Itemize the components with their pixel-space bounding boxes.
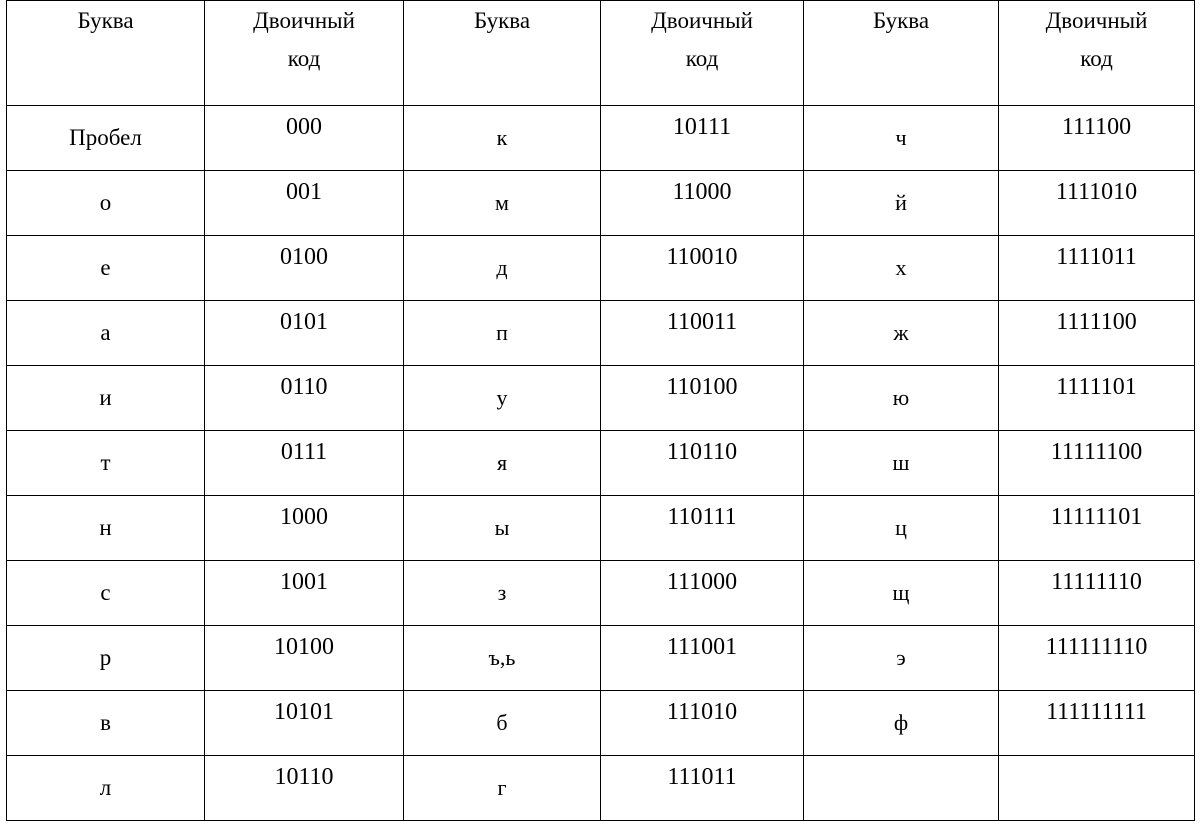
binary-code-cell: 1000 — [205, 496, 404, 561]
binary-code-cell: 10111 — [601, 106, 804, 171]
letter-cell: ф — [804, 691, 999, 756]
header-code-3: Двоичный код — [999, 1, 1195, 106]
binary-code-cell: 111111110 — [999, 626, 1195, 691]
binary-code-cell: 111001 — [601, 626, 804, 691]
binary-code-cell: 110111 — [601, 496, 804, 561]
letter-cell: м — [404, 171, 601, 236]
binary-code-cell: 0111 — [205, 431, 404, 496]
letter-cell: н — [7, 496, 205, 561]
letter-cell: р — [7, 626, 205, 691]
letter-cell: ч — [804, 106, 999, 171]
letter-cell: и — [7, 366, 205, 431]
binary-code-cell: 11111101 — [999, 496, 1195, 561]
table-row — [7, 236, 1195, 301]
binary-code-cell: 11000 — [601, 171, 804, 236]
letter-cell: д — [404, 236, 601, 301]
letter-cell: э — [804, 626, 999, 691]
binary-code-cell: 110011 — [601, 301, 804, 366]
letter-cell: ы — [404, 496, 601, 561]
table-row — [7, 366, 1195, 431]
letter-cell: о — [7, 171, 205, 236]
letter-cell: б — [404, 691, 601, 756]
table-row — [7, 301, 1195, 366]
letter-cell: ъ,ь — [404, 626, 601, 691]
table-row — [7, 496, 1195, 561]
letter-cell — [804, 756, 999, 821]
binary-code-cell: 10100 — [205, 626, 404, 691]
binary-code-cell: 0110 — [205, 366, 404, 431]
binary-code-cell: 0101 — [205, 301, 404, 366]
table-row — [7, 431, 1195, 496]
letter-cell: щ — [804, 561, 999, 626]
binary-code-cell: 11111100 — [999, 431, 1195, 496]
binary-code-cell: 111011 — [601, 756, 804, 821]
letter-cell: т — [7, 431, 205, 496]
letter-cell: е — [7, 236, 205, 301]
binary-code-cell: 111111111 — [999, 691, 1195, 756]
header-letter-3: Буква — [804, 1, 999, 106]
letter-cell: ю — [804, 366, 999, 431]
letter-cell: к — [404, 106, 601, 171]
binary-code-cell: 110110 — [601, 431, 804, 496]
table-row — [7, 106, 1195, 171]
binary-code-cell: 10110 — [205, 756, 404, 821]
table-row — [7, 626, 1195, 691]
binary-code-cell: 110100 — [601, 366, 804, 431]
binary-code-cell: 000 — [205, 106, 404, 171]
binary-code-cell: 111100 — [999, 106, 1195, 171]
binary-code-table — [6, 0, 1195, 821]
table-row — [7, 691, 1195, 756]
header-code-2: Двоичный код — [601, 1, 804, 106]
letter-cell: Пробел — [7, 106, 205, 171]
letter-cell: л — [7, 756, 205, 821]
letter-cell: ж — [804, 301, 999, 366]
header-letter-2: Буква — [404, 1, 601, 106]
binary-code-cell: 1111011 — [999, 236, 1195, 301]
letter-cell: ц — [804, 496, 999, 561]
table-row — [7, 171, 1195, 236]
letter-cell: й — [804, 171, 999, 236]
letter-cell: п — [404, 301, 601, 366]
table-header-row — [7, 1, 1195, 106]
header-letter-1: Буква — [7, 1, 205, 106]
table-row — [7, 756, 1195, 821]
letter-cell: а — [7, 301, 205, 366]
binary-code-cell: 111010 — [601, 691, 804, 756]
binary-code-cell: 10101 — [205, 691, 404, 756]
binary-code-cell: 11111110 — [999, 561, 1195, 626]
letter-cell: х — [804, 236, 999, 301]
binary-code-cell — [999, 756, 1195, 821]
binary-code-cell: 0100 — [205, 236, 404, 301]
letter-cell: у — [404, 366, 601, 431]
binary-code-cell: 111000 — [601, 561, 804, 626]
header-code-1: Двоичный код — [205, 1, 404, 106]
letter-cell: с — [7, 561, 205, 626]
binary-code-cell: 1111100 — [999, 301, 1195, 366]
letter-cell: я — [404, 431, 601, 496]
binary-code-cell: 110010 — [601, 236, 804, 301]
binary-code-cell: 1111010 — [999, 171, 1195, 236]
binary-code-cell: 1001 — [205, 561, 404, 626]
letter-cell: з — [404, 561, 601, 626]
table-row — [7, 561, 1195, 626]
table-body — [7, 106, 1195, 821]
letter-cell: г — [404, 756, 601, 821]
binary-code-cell: 1111101 — [999, 366, 1195, 431]
letter-cell: ш — [804, 431, 999, 496]
binary-code-cell: 001 — [205, 171, 404, 236]
letter-cell: в — [7, 691, 205, 756]
